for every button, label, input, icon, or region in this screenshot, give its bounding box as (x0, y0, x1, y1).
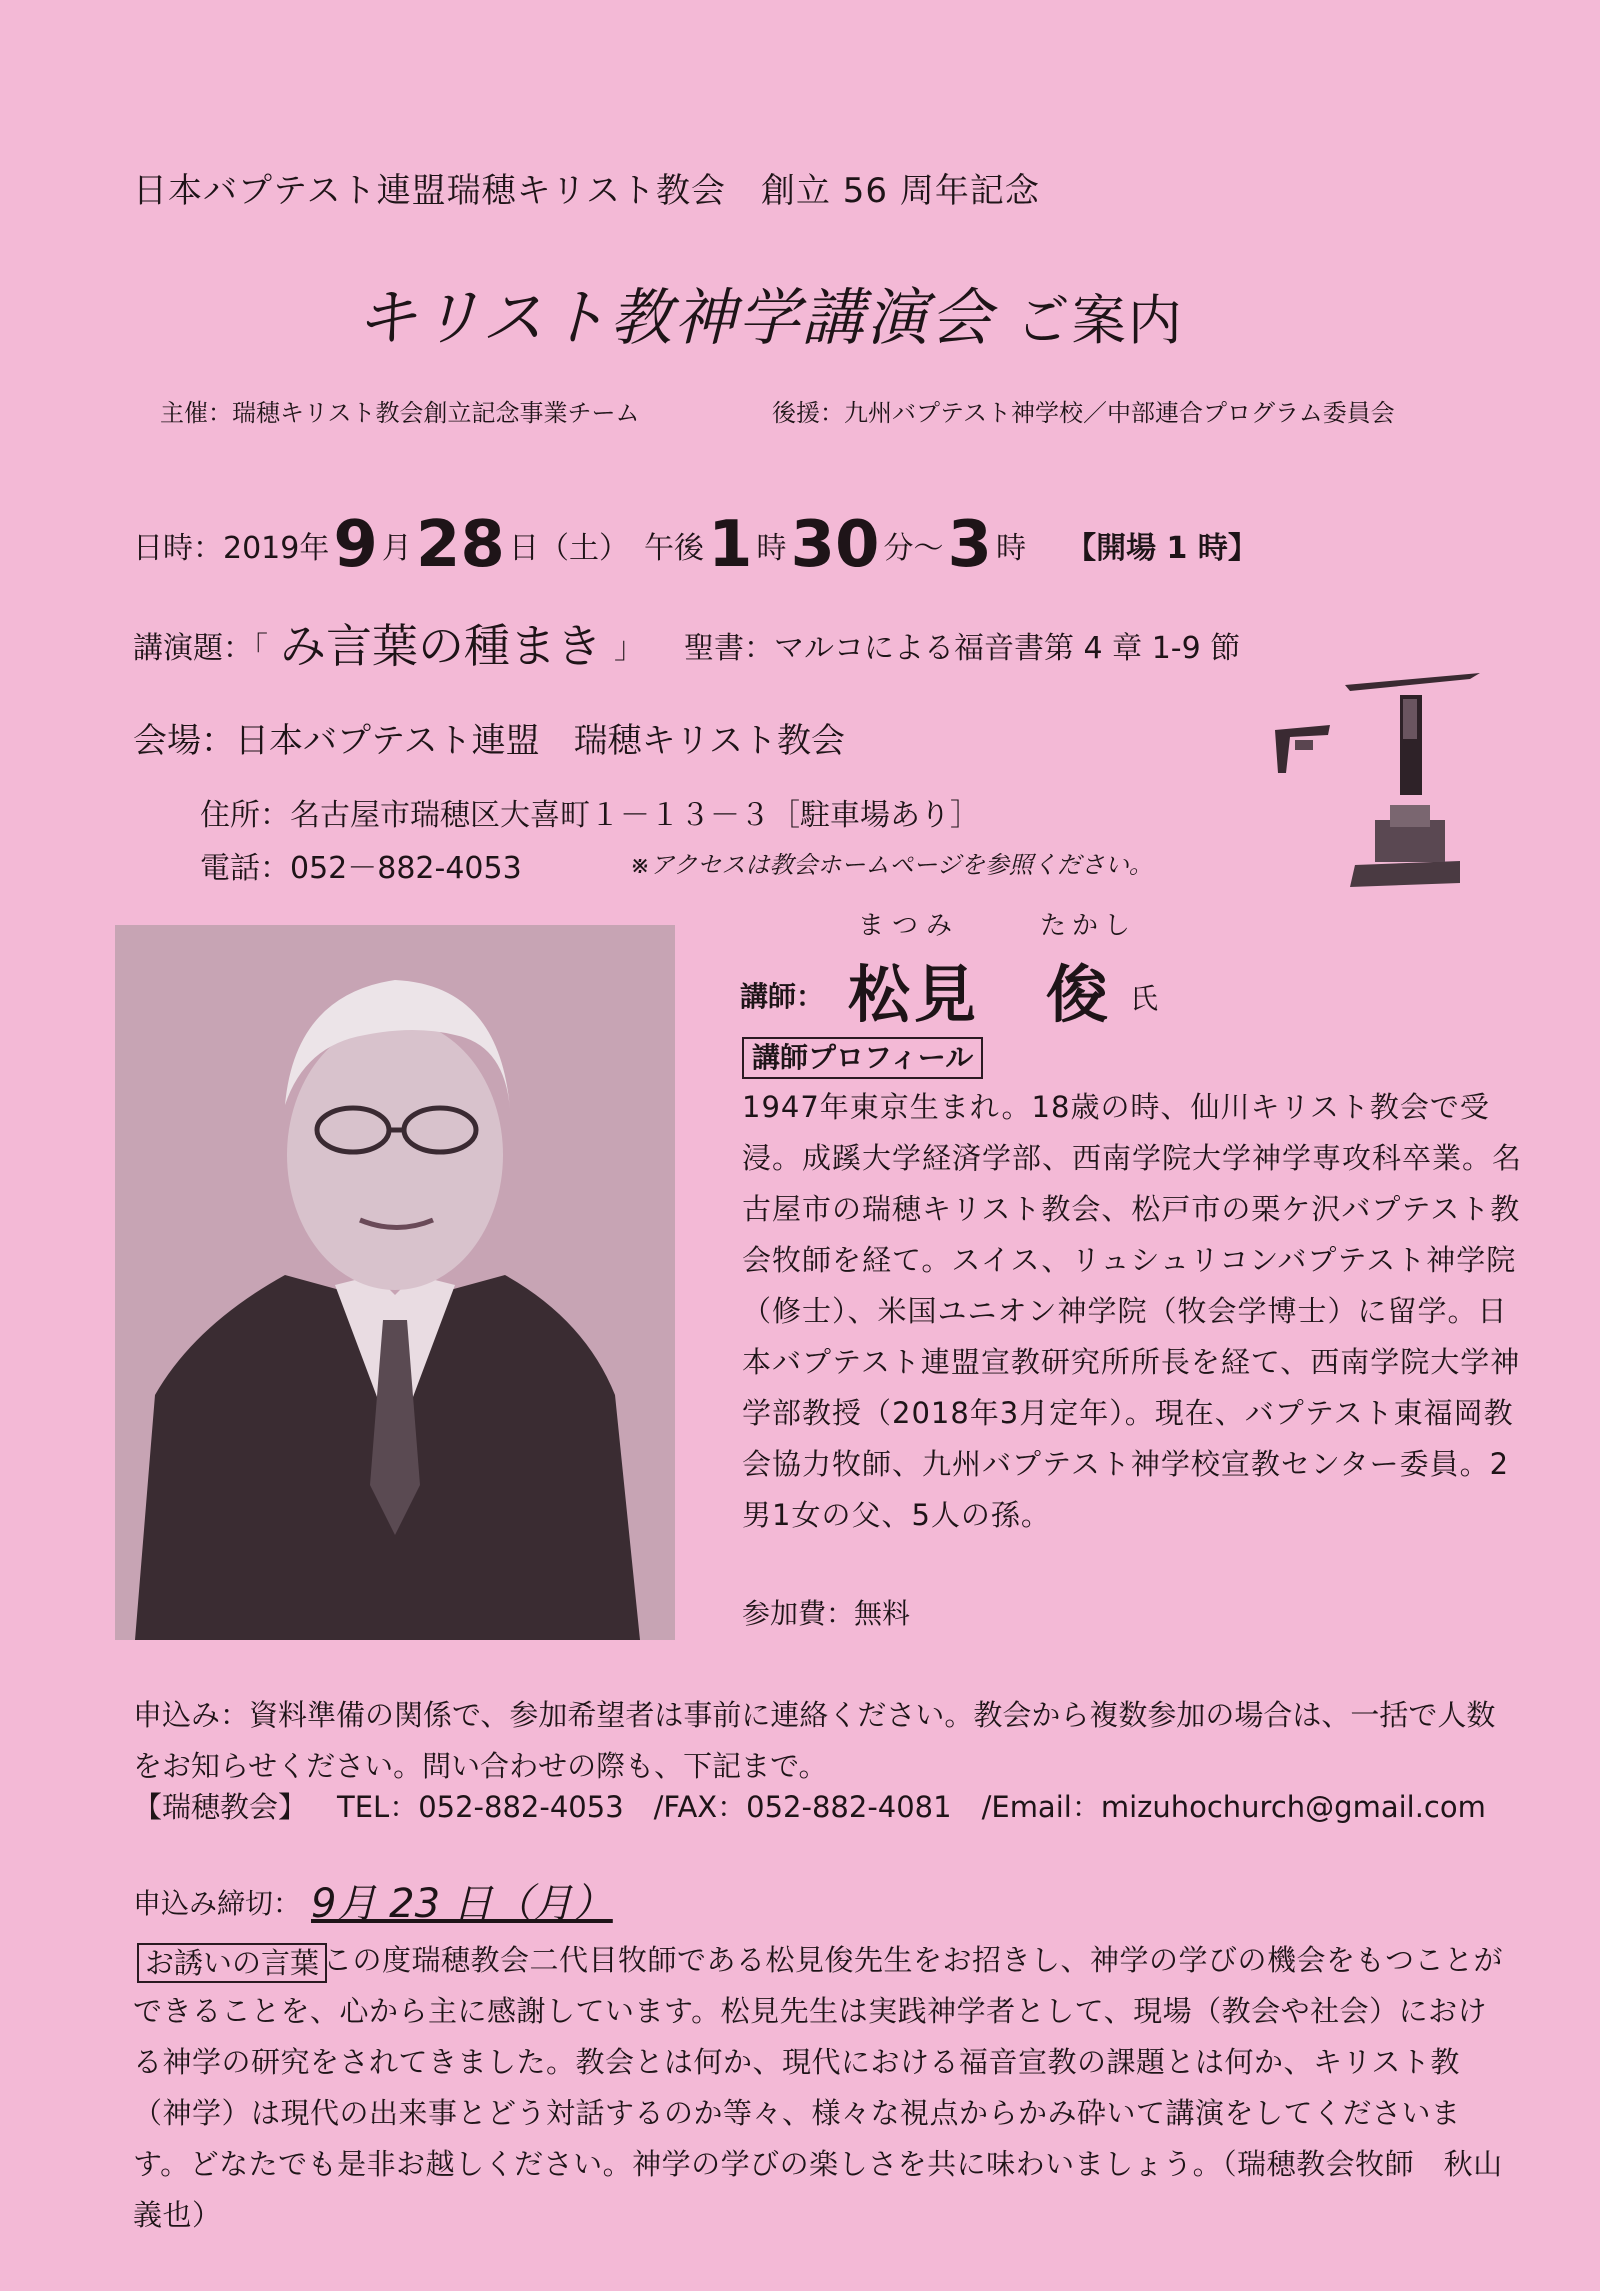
datetime-end-hour-unit: 時 (996, 531, 1027, 566)
application-text: 申込み：資料準備の関係で、参加希望者は事前に連絡ください。教会から複数参加の場合は、一括で人数をお知らせください。問い合わせの際も、下記まで。 (133, 1698, 1496, 1783)
invitation-text: この度瑞穂教会二代目牧師である松見俊先生をお招きし、神学の学びの機会をもつことができることを、心から主に感謝しています。松見先生は実践神学者として、現場（教会や社会）における神学の研究をされてきました。教会とは何か、現代における福音宣教の課題とは何か、キリスト教（神学）は現代の出来事とどう対話するのか等々、様々な視点からかみ砕いて講演をしてくださいます。どなたでも是非お越しください。神学の学びの楽しさを共に味わいましょう。（瑞穂教会牧師 秋山義也） (133, 1943, 1504, 2232)
event-title-main: キリスト教神学講演会 (355, 281, 994, 354)
contact-tel: TEL：052-882-4053 (337, 1790, 624, 1824)
datetime-start-hour: 1 (707, 508, 753, 582)
lecturer-label: 講師： (740, 980, 825, 1013)
contact-email: /Email：mizuhochurch@gmail.com (981, 1790, 1486, 1824)
venue-address: 住所：名古屋市瑞穂区大喜町１－１３－３［駐車場あり］ (200, 798, 980, 833)
lecturer-furigana-given: たかし (1040, 911, 1137, 941)
lecturer-honorific: 氏 (1130, 982, 1159, 1015)
datetime-label: 日時：2019年 (133, 531, 330, 566)
datetime-month: 9 (333, 508, 378, 582)
contact-line (133, 1785, 1516, 1826)
datetime-hour-unit: 時 (756, 531, 787, 566)
support-line: 後援：九州バプテスト神学校／中部連合プログラム委員会 (772, 399, 1395, 427)
topic-title: み言葉の種まき (280, 619, 602, 673)
event-title-suffix: ご案内 (1015, 289, 1184, 352)
lecturer-photo (115, 925, 675, 1640)
deadline-date: 9月 23 日（月） (311, 1881, 613, 1927)
sponsor-line: 主催：瑞穂キリスト教会創立記念事業チーム (160, 399, 640, 427)
topic-label: 講演題：「 (133, 631, 268, 666)
deadline-line (133, 1872, 613, 1929)
datetime-start-minute: 30 (790, 508, 880, 582)
contact-name: 【瑞穂教会】 (133, 1790, 308, 1824)
participation-fee: 参加費：無料 (742, 1597, 911, 1630)
datetime-day: 28 (415, 508, 505, 582)
lecturer-profile: 1947年東京生まれ。18歳の時、仙川キリスト教会で受浸。成蹊大学経済学部、西南学院大学神学専攻科卒業。名古屋市の瑞穂キリスト教会、松戸市の栗ケ沢バプテスト教会牧師を経て。スイス、リュシュリコンバプテスト神学院（修士）、米国ユニオン神学院（牧会学博士）に留学。日本バプテスト連盟宣教研究所所長を経て、西南学院大学神学部教授（2018年3月定年）。現在、バプテスト東福岡教会協力牧師、九州バプテスト神学校宣教センター委員。2男1女の父、5人の孫。 (742, 1090, 1523, 1532)
datetime-end-hour: 3 (947, 508, 993, 582)
datetime-line (133, 508, 1258, 582)
event-title (355, 268, 1184, 357)
topic-line (133, 610, 1240, 676)
lecturer-name: 松見 俊 (848, 958, 1113, 1031)
deadline-label: 申込み締切： (133, 1887, 302, 1920)
lecturer-furigana-family: まつみ (858, 911, 961, 941)
invitation-label: お誘いの言葉 (137, 1943, 327, 1983)
datetime-minute-unit: 分～ (883, 531, 944, 566)
church-sketch-illustration (1270, 655, 1490, 900)
bible-reference: 聖書：マルコによる福音書第 4 章 1-9 節 (684, 631, 1241, 666)
profile-heading: 講師プロフィール (742, 1037, 983, 1079)
datetime-month-unit: 月 (381, 531, 412, 566)
datetime-day-unit: 日（土） 午後 (508, 531, 704, 566)
contact-fax: /FAX：052-882-4081 (653, 1790, 952, 1824)
venue-name: 会場：日本バプテスト連盟 瑞穂キリスト教会 (133, 721, 845, 761)
access-note: ※アクセスは教会ホームページを参照ください。 (630, 851, 1153, 879)
venue-phone: 電話：052－882-4053 (200, 851, 522, 886)
organization-line: 日本バプテスト連盟瑞穂キリスト教会 創立 56 周年記念 (133, 171, 1040, 211)
doors-open: 【開場 1 時】 (1066, 531, 1258, 566)
topic-close: 」 (614, 631, 644, 666)
lecturer-portrait-image (115, 925, 675, 1640)
